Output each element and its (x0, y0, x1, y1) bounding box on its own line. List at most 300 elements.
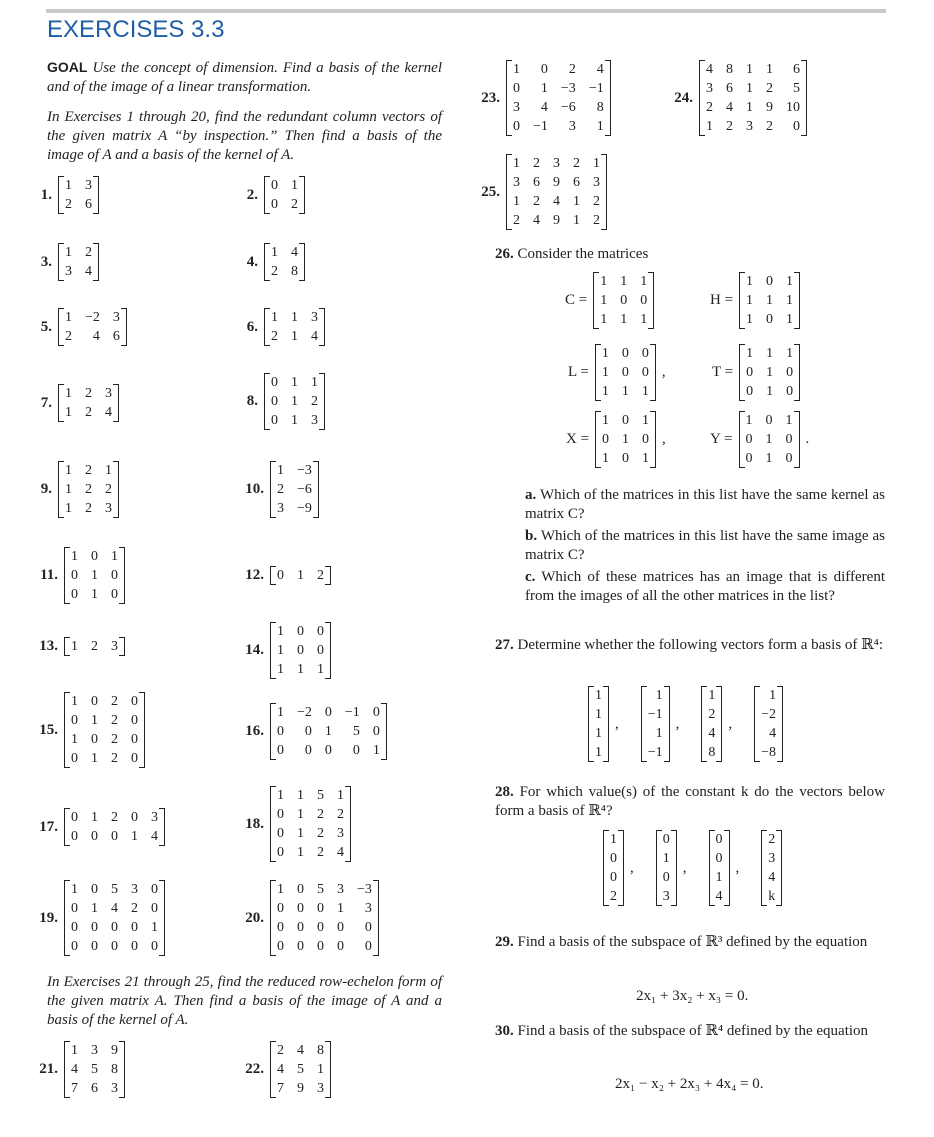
matrix-entry: 0 (277, 939, 284, 954)
matrix-entry: 0 (793, 119, 800, 134)
matrix-entry: 0 (71, 751, 78, 766)
matrix-entry: −1 (533, 119, 548, 134)
matrix-entry: 1 (131, 829, 138, 844)
matrix-entry: 8 (111, 1062, 118, 1077)
matrix-entry: 0 (111, 829, 118, 844)
problem-26 (495, 245, 895, 264)
matrix (270, 880, 379, 956)
matrix-entry: 3 (317, 1081, 324, 1096)
problem-number: 15. (39, 721, 58, 738)
matrix-entry: 6 (793, 62, 800, 77)
matrix-entry: 1 (65, 245, 72, 260)
matrix-entry: 8 (726, 62, 733, 77)
matrix-entry: 4 (111, 901, 118, 916)
matrix-entry: 0 (337, 939, 344, 954)
matrix-entry: 1 (769, 688, 777, 703)
matrix-entry: 1 (621, 384, 629, 399)
matrix-entry: 0 (352, 743, 360, 758)
matrix-entry: 2 (568, 62, 576, 77)
matrix-entry: 1 (277, 705, 284, 720)
matrix-entry: 3 (337, 826, 344, 841)
matrix-entry: 2 (768, 832, 776, 847)
problem (472, 60, 611, 136)
matrix-entry: 0 (540, 62, 548, 77)
matrix-entry: 2 (85, 386, 92, 401)
matrix-entry: 4 (533, 213, 540, 228)
matrix-entry: 0 (641, 346, 649, 361)
matrix-entry: 0 (621, 365, 629, 380)
problem-number: 2. (246, 186, 258, 203)
matrix (701, 686, 722, 762)
matrix-entry: 7 (277, 1081, 284, 1096)
matrix-entry: 0 (91, 829, 98, 844)
matrix-entry: 1 (600, 312, 608, 327)
matrix-entry: 2 (291, 197, 298, 212)
matrix (709, 830, 730, 906)
matrix-entry: 8 (291, 264, 298, 279)
question-label: a. (525, 487, 537, 503)
matrix-entry: 1 (91, 751, 98, 766)
matrix-entry: 4 (596, 62, 604, 77)
comma: , (615, 715, 619, 732)
problem (236, 373, 325, 430)
section-title: EXERCISES 3.3 (47, 16, 225, 43)
matrix-entry: 1 (111, 549, 118, 564)
matrix-entry: 0 (304, 724, 312, 739)
matrix-entry: 4 (291, 245, 298, 260)
matrix-entry: 3 (311, 310, 318, 325)
matrix-entry: 5 (111, 882, 118, 897)
problem (30, 692, 145, 768)
matrix-entry: 9 (297, 1081, 304, 1096)
matrix-entry: 0 (131, 939, 138, 954)
matrix-entry: 0 (745, 432, 753, 447)
matrix-entry: 1 (291, 413, 298, 428)
problem-number: 26. (495, 246, 514, 262)
matrix-entry: k (768, 889, 776, 904)
comma: , (735, 859, 740, 876)
problem (236, 566, 331, 585)
matrix-entry: 0 (91, 732, 98, 747)
goal-label: GOAL (47, 59, 88, 75)
matrix-entry: 0 (297, 624, 304, 639)
matrix-entry: 2 (85, 501, 92, 516)
matrix-entry: 1 (71, 882, 78, 897)
matrix-entry: 1 (297, 826, 304, 841)
matrix-entry: 0 (785, 451, 793, 466)
matrix-entry: 2 (111, 810, 118, 825)
matrix-entry: 1 (746, 62, 753, 77)
matrix-entry: 0 (71, 920, 78, 935)
matrix-entry: 0 (151, 939, 158, 954)
matrix-label: X = (566, 431, 590, 447)
matrix-entry: 0 (513, 119, 520, 134)
comma: , (630, 859, 634, 876)
matrix-entry: 1 (91, 568, 98, 583)
matrix-entry: 1 (610, 832, 617, 847)
matrix-entry: 1 (786, 346, 794, 361)
question-26b: b. Which of the matrices in this list have the same image as matrix C? (525, 528, 886, 563)
matrix (699, 60, 807, 136)
matrix-entry: 2 (708, 707, 716, 722)
problem-number: 11. (40, 567, 58, 583)
matrix (593, 272, 654, 329)
matrix-entry: 0 (786, 384, 794, 399)
comma: , (675, 715, 680, 732)
matrix-entry: 2 (85, 482, 92, 497)
matrix-entry: 0 (131, 732, 138, 747)
matrix-entry: 0 (662, 832, 670, 847)
matrix-entry: 2 (85, 245, 92, 260)
matrix-entry: 0 (317, 643, 324, 658)
matrix-entry: 0 (602, 432, 610, 447)
problem-number: 30. (495, 1023, 514, 1039)
matrix-t (712, 344, 800, 401)
matrix-entry: 1 (277, 643, 284, 658)
matrix-entry: 2 (317, 568, 324, 583)
matrix-entry: 6 (112, 329, 120, 344)
matrix-entry: 2 (131, 901, 138, 916)
matrix-entry: 0 (337, 920, 344, 935)
matrix-entry: 1 (297, 788, 304, 803)
matrix-entry: 1 (291, 310, 298, 325)
matrix-entry: 1 (271, 310, 278, 325)
matrix-entry: 0 (271, 178, 278, 193)
matrix-entry: −2 (761, 707, 777, 722)
matrix-label: L = (568, 364, 589, 380)
matrix-entry: 9 (766, 100, 773, 115)
matrix-entry: 1 (745, 413, 753, 428)
matrix-entry: 1 (65, 482, 72, 497)
problem-number: 7. (40, 394, 52, 411)
matrix-entry: 1 (297, 568, 304, 583)
matrix-entry: 2 (271, 264, 278, 279)
matrix-entry: 1 (311, 375, 318, 390)
problem-number: 9. (40, 481, 52, 497)
matrix-entry: 3 (151, 810, 158, 825)
matrix (64, 637, 125, 656)
matrix-entry: 1 (297, 807, 304, 822)
matrix-entry: 2 (593, 213, 600, 228)
matrix-entry: 0 (746, 384, 754, 399)
problem-number: 5. (40, 318, 52, 335)
matrix-entry: 0 (715, 832, 723, 847)
matrix-entry: 1 (602, 451, 610, 466)
problem-number: 19. (39, 909, 58, 926)
matrix-entry: 1 (595, 707, 602, 722)
matrix-entry: 0 (745, 451, 753, 466)
matrix-entry: 4 (337, 845, 344, 860)
matrix-entry: 1 (708, 688, 716, 703)
matrix-entry: 3 (768, 851, 776, 866)
problem-number: 13. (39, 638, 58, 654)
matrix-entry: −1 (647, 745, 663, 760)
matrix-entry: 1 (65, 310, 72, 325)
matrix-entry: 0 (610, 851, 617, 866)
matrix-entry: 1 (593, 156, 600, 171)
matrix-entry: 0 (324, 743, 332, 758)
matrix-entry: 1 (271, 245, 278, 260)
matrix-entry: 1 (655, 688, 663, 703)
matrix-entry: 6 (573, 175, 580, 190)
matrix-entry: 4 (726, 100, 733, 115)
matrix-entry: 0 (277, 807, 284, 822)
matrix-entry: 6 (726, 81, 733, 96)
matrix-entry: 5 (793, 81, 800, 96)
matrix-entry: 0 (610, 870, 617, 885)
problem (30, 1041, 125, 1098)
matrix-entry: 3 (364, 901, 372, 916)
matrix-entry: 2 (105, 482, 112, 497)
matrix-entry: 0 (271, 413, 278, 428)
matrix-entry: 1 (291, 394, 298, 409)
matrix-entry: 1 (277, 788, 284, 803)
matrix-entry: 0 (271, 394, 278, 409)
matrix-entry: 1 (786, 293, 794, 308)
matrix-entry: 2 (317, 826, 324, 841)
matrix-entry: 0 (71, 939, 78, 954)
problem (30, 637, 125, 656)
matrix-entry: 1 (596, 119, 604, 134)
matrix-y (710, 411, 809, 468)
matrix-entry: 2 (111, 751, 118, 766)
problem-number: 3. (40, 253, 52, 270)
matrix-entry: 1 (766, 346, 774, 361)
matrix-entry: 4 (151, 829, 158, 844)
problem-number: 22. (245, 1061, 264, 1077)
matrix-entry: 3 (593, 175, 600, 190)
matrix (270, 786, 351, 862)
matrix-entry: 2 (85, 405, 92, 420)
matrix-entry: 1 (640, 274, 648, 289)
matrix (58, 243, 99, 281)
matrix-entry: 1 (297, 845, 304, 860)
problem (30, 547, 125, 604)
matrix-l (568, 344, 666, 401)
matrix-entry: 0 (151, 882, 158, 897)
matrix-entry: 0 (71, 587, 78, 602)
matrix (739, 344, 800, 401)
matrix-entry: 3 (91, 1043, 98, 1058)
matrix-entry: 1 (291, 329, 298, 344)
matrix-entry: 2 (91, 639, 98, 654)
matrix-entry: 1 (706, 119, 713, 134)
goal-text: Use the concept of dimension. Find a basis of the kernel and of the image of a linear transformation. (47, 60, 442, 95)
matrix-entry: 1 (337, 901, 344, 916)
problem-number: 24. (674, 89, 693, 106)
matrix-entry: 0 (297, 643, 304, 658)
matrix-entry: 3 (568, 119, 576, 134)
matrix (58, 176, 99, 214)
matrix-c (565, 272, 654, 329)
matrix (506, 154, 607, 230)
matrix-entry: 9 (553, 175, 560, 190)
matrix-entry: 1 (595, 726, 602, 741)
intro-exercises-21-25: In Exercises 21 through 25, find the reduced row-echelon form of the given matrix A. Then find a basis of the image of A and a basis of the kernel of A. (47, 974, 442, 1028)
matrix-entry: 1 (105, 463, 112, 478)
matrix-entry: 0 (297, 882, 304, 897)
problem-28 (495, 783, 885, 821)
matrix-entry: 0 (131, 810, 138, 825)
matrix-entry: 8 (317, 1043, 324, 1058)
matrix-entry: 2 (85, 463, 92, 478)
matrix-entry: −2 (85, 310, 100, 325)
matrix-entry: 0 (71, 810, 78, 825)
matrix-entry: 10 (786, 100, 800, 115)
matrix-entry: 3 (111, 639, 118, 654)
matrix-entry: 1 (600, 274, 608, 289)
matrix (64, 808, 165, 846)
matrix-x (566, 411, 666, 468)
matrix (264, 243, 305, 281)
matrix-entry: 0 (620, 293, 628, 308)
matrix-entry: 0 (746, 365, 754, 380)
matrix-entry: 3 (131, 882, 138, 897)
matrix-entry: 0 (91, 939, 98, 954)
matrix-entry: 1 (602, 413, 610, 428)
matrix-entry: 1 (277, 463, 284, 478)
matrix-entry: 0 (91, 549, 98, 564)
matrix-entry: 0 (277, 724, 284, 739)
matrix-entry: 1 (786, 274, 794, 289)
matrix-entry: 1 (766, 62, 773, 77)
comma: , (682, 859, 687, 876)
matrix (739, 272, 800, 329)
matrix (761, 830, 782, 906)
matrix-entry: −6 (560, 100, 576, 115)
matrix-entry: 4 (85, 264, 92, 279)
matrix-entry: 2 (317, 845, 324, 860)
matrix-entry: 8 (596, 100, 604, 115)
matrix-entry: 1 (766, 293, 774, 308)
problem (236, 176, 305, 214)
matrix-entry: −9 (297, 501, 312, 516)
matrix-entry: 4 (297, 1043, 304, 1058)
matrix (64, 547, 125, 604)
matrix-entry: 3 (111, 1081, 118, 1096)
matrix-entry: 2 (311, 394, 318, 409)
matrix-entry: 0 (297, 901, 304, 916)
problem (236, 703, 387, 760)
matrix-entry: 0 (640, 293, 648, 308)
matrix-entry: 1 (151, 920, 158, 935)
problem-number: 6. (246, 318, 258, 335)
question-26c: c. Which of these matrices has an image that is different from the images of all the other matrices in the list? (525, 569, 885, 604)
matrix-entry: 4 (277, 1062, 284, 1077)
matrix-entry: 1 (746, 312, 754, 327)
problem-number: 20. (245, 909, 264, 926)
matrix-entry: 1 (595, 688, 602, 703)
problem-number: 12. (245, 567, 264, 583)
matrix-entry: 2 (277, 482, 284, 497)
matrix-entry: 1 (65, 386, 72, 401)
comma: , (662, 431, 666, 447)
matrix-entry: 0 (151, 901, 158, 916)
matrix-entry: 1 (71, 1043, 78, 1058)
question-26a: a. Which of the matrices in this list have the same kernel as matrix C? (525, 487, 885, 522)
matrix-entry: 1 (620, 274, 628, 289)
matrix-entry: 2 (533, 194, 540, 209)
matrix-entry: 1 (513, 62, 520, 77)
matrix-entry: −2 (297, 705, 312, 720)
matrix-entry: 2 (65, 197, 72, 212)
matrix-entry: 1 (765, 451, 773, 466)
problem-number: 14. (245, 642, 264, 658)
matrix-h (710, 272, 800, 329)
matrix-entry: 0 (641, 365, 649, 380)
problem-30 (495, 1022, 885, 1041)
matrix-entry: 1 (640, 312, 648, 327)
matrix (58, 384, 119, 422)
matrix-entry: 3 (662, 889, 670, 904)
matrix-entry: 0 (786, 365, 794, 380)
matrix-entry: 1 (291, 178, 298, 193)
matrix-entry: 1 (641, 384, 649, 399)
matrix-entry: 3 (337, 882, 344, 897)
matrix (270, 461, 319, 518)
matrix (641, 686, 670, 762)
matrix-entry: 0 (131, 920, 138, 935)
matrix-entry: 0 (71, 829, 78, 844)
problem-text: Find a basis of the subspace of ℝ³ defined by the equation (517, 934, 868, 950)
matrix-entry: 0 (111, 939, 118, 954)
matrix-entry: 0 (91, 882, 98, 897)
problem (30, 176, 99, 214)
matrix-entry: 1 (317, 1062, 324, 1077)
matrix-entry: −1 (344, 705, 360, 720)
matrix-entry: 1 (746, 293, 754, 308)
matrix-entry: 1 (337, 788, 344, 803)
problem (236, 461, 319, 518)
matrix-entry: 0 (277, 743, 284, 758)
matrix-entry: 5 (317, 788, 324, 803)
matrix-entry: 1 (277, 662, 284, 677)
matrix-entry: 0 (111, 920, 118, 935)
matrix-entry: 0 (277, 826, 284, 841)
matrix-entry: −6 (297, 482, 312, 497)
matrix-entry: 3 (105, 501, 112, 516)
matrix-entry: 1 (746, 100, 753, 115)
matrix-entry: 1 (71, 549, 78, 564)
problem (236, 622, 331, 679)
matrix-entry: 0 (622, 451, 630, 466)
matrix-entry: 0 (766, 274, 774, 289)
matrix-entry: 1 (573, 213, 580, 228)
matrix-entry: 4 (708, 726, 716, 741)
matrix-entry: 2 (593, 194, 600, 209)
matrix-entry: −8 (761, 745, 777, 760)
matrix-entry: 1 (71, 694, 78, 709)
matrix-entry: 2 (271, 329, 278, 344)
matrix-entry: 0 (317, 939, 324, 954)
problem (236, 880, 379, 956)
problem (30, 243, 99, 281)
matrix-entry: 0 (766, 312, 774, 327)
matrix-entry: 5 (352, 724, 360, 739)
matrix-entry: 2 (111, 713, 118, 728)
problem (236, 1041, 331, 1098)
matrix (754, 686, 783, 762)
matrix-entry: −1 (588, 81, 604, 96)
problem-text: Find a basis of the subspace of ℝ⁴ defined by the equation (517, 1023, 869, 1039)
matrix-entry: 6 (533, 175, 540, 190)
matrix-entry: 0 (277, 845, 284, 860)
matrix-entry: 0 (372, 705, 380, 720)
period: . (805, 431, 810, 447)
matrix-entry: 0 (317, 901, 324, 916)
problem (30, 384, 119, 422)
matrix-entry: 0 (513, 81, 520, 96)
